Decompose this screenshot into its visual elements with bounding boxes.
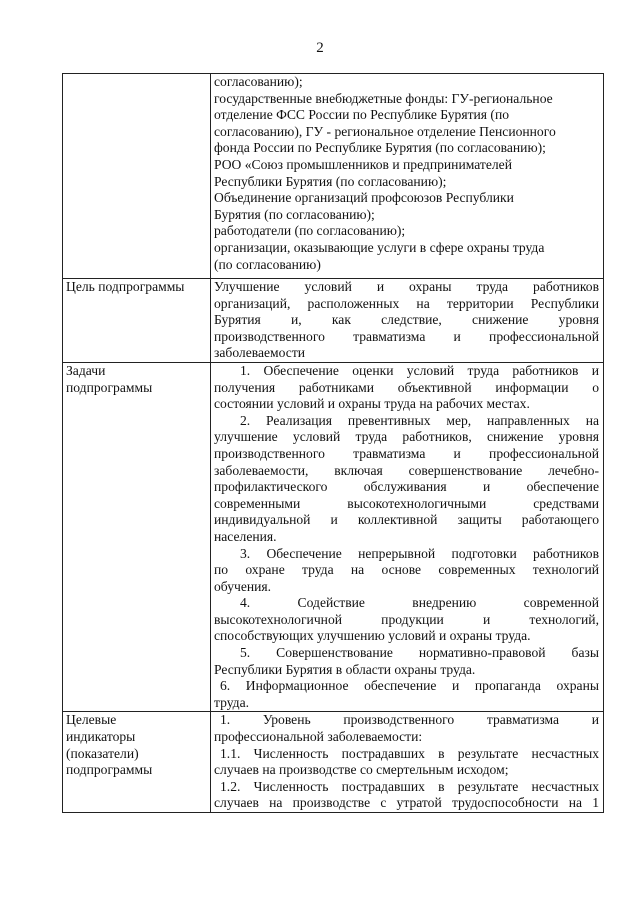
text-line: Республики Бурятия в области охраны труда. — [214, 661, 476, 677]
row-content — [211, 74, 604, 279]
text-line: профилактического обслуживания и обеспечение — [214, 479, 599, 495]
row-label-goal: Цель подпрограммы — [63, 279, 211, 363]
text-line: 6. Информационное обеспечение и пропаганда охраны — [220, 678, 599, 694]
text-line: способствующих улучшению условий и охраны труда. — [214, 628, 531, 644]
label-line: подпрограммы — [66, 379, 153, 395]
row-content-tasks — [211, 362, 604, 711]
text-line: 1.2. Численность пострадавших в результате несчастных — [220, 778, 599, 794]
text-line: Улучшение условий и охраны труда работников — [214, 279, 599, 294]
program-passport-table — [62, 73, 604, 813]
text-line: заболеваемости — [214, 345, 306, 361]
text-line: высокотехнологичной продукции и технологий, — [214, 611, 599, 627]
text-line: 3. Обеспечение непрерывной подготовки работников — [240, 545, 599, 561]
text-line: населения. — [214, 528, 277, 544]
text-line: индивидуальной и коллективной защиты работающего — [214, 512, 599, 528]
text-line: производственного травматизма и профессиональной — [214, 445, 599, 461]
text-line: получения работниками объективной информации о — [214, 379, 599, 395]
label-line: Задачи — [66, 362, 106, 378]
text-line: 1. Уровень производственного травматизма и — [220, 712, 599, 728]
text-line: производственного травматизма и профессиональной — [214, 328, 599, 344]
text-line: профессиональной заболеваемости: — [214, 729, 423, 745]
text-line: фонда России по Республике Бурятия (по согласованию); — [214, 140, 546, 156]
label-line: Целевые — [66, 712, 117, 728]
row-label-tasks — [63, 362, 211, 711]
row-content-indicators — [211, 712, 604, 813]
text-line: 1. Обеспечение оценки условий труда работников и — [240, 362, 599, 378]
text-line: Республики Бурятия (по согласованию); — [214, 173, 447, 189]
text-line: (по согласованию) — [214, 256, 321, 272]
text-line: организаций, расположенных на территории Республики — [214, 295, 599, 311]
row-content-goal — [211, 279, 604, 363]
text-line: труда. — [214, 694, 250, 710]
table-row — [63, 279, 604, 363]
text-line: государственные внебюджетные фонды: ГУ-региональное — [214, 90, 553, 106]
text-line: согласованию), ГУ - региональное отделение Пенсионного — [214, 123, 556, 139]
text-line: случаев на производстве с утратой трудоспособности на 1 — [214, 795, 599, 811]
table-row — [63, 74, 604, 279]
table-row — [63, 362, 604, 711]
text-line: Бурятия (по согласованию); — [214, 206, 375, 222]
label-line: индикаторы — [66, 729, 136, 745]
text-line: РОО «Союз промышленников и предпринимателей — [214, 156, 512, 172]
text-line: современными высокотехнологичными средствами — [214, 495, 599, 511]
text-line: Бурятия и, как следствие, снижение уровня — [214, 312, 599, 328]
label-line: (показатели) — [66, 745, 139, 761]
text-line: согласованию); — [214, 74, 303, 89]
text-line: Объединение организаций профсоюзов Республики — [214, 190, 514, 206]
row-label-indicators — [63, 712, 211, 813]
row-label — [63, 74, 211, 279]
text-line: отделение ФСС России по Республике Бурятия (по — [214, 107, 510, 123]
label-line: подпрограммы — [66, 762, 153, 778]
text-line: по охране труда на основе современных технологий — [214, 562, 599, 578]
text-line: 1.1. Численность пострадавших в результате несчастных — [220, 745, 599, 761]
text-line: улучшение условий труда работников, снижение уровня — [214, 429, 599, 445]
text-line: обучения. — [214, 578, 272, 594]
text-line: 5. Совершенствование нормативно-правовой базы — [240, 645, 599, 661]
text-line: 2. Реализация превентивных мер, направленных на — [240, 412, 599, 428]
text-line: заболеваемости, включая совершенствование лечебно- — [214, 462, 599, 478]
table-row — [63, 712, 604, 813]
text-line: 4. Содействие внедрению современной — [240, 595, 599, 611]
page-number: 2 — [316, 40, 324, 56]
text-line: работодатели (по согласованию); — [214, 223, 406, 239]
text-line: организации, оказывающие услуги в сфере охраны труда — [214, 239, 545, 255]
text-line: состоянии условий и охраны труда на рабочих местах. — [214, 396, 530, 412]
text-line: случаев на производстве со смертельным исходом; — [214, 762, 509, 778]
